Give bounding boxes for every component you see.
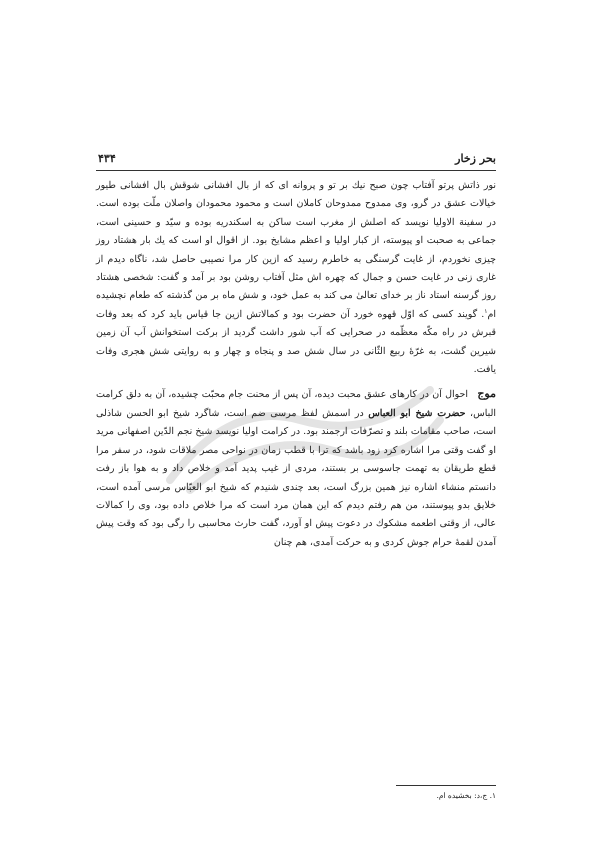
running-title: بحر زخار xyxy=(455,152,496,165)
footnote-marker: ۱ xyxy=(484,307,488,315)
page-number: ۴۳۴ xyxy=(98,152,116,165)
footnote-rule xyxy=(396,785,496,786)
paragraph-2-text-a: احوال آن در کارهای عشق محبت دیده، آن پس از محنت جام محبّت چشیده، آن به دلق کرامت الباس، xyxy=(96,389,496,419)
running-header xyxy=(96,151,496,167)
paragraph-2-text-b: در اسمش لفظ مرسی ضم است، شاگرد شیخ ابو الحسن شاذلی است، صاحب مقامات بلند و تصرّفات ارجمند بود. در کرامت اولیا نویسد شیخ نجم الدّین اصفهانی مرید او گفت وقتی مرا اشاره کرد زود باشد که ترا با قطب زمان در نواحی مصر ملاقات شود، در سفر مرا قطع طریقان به تهمت جاسوسی بر بستند، مردی از غیب پدید آمد و خلاص داد و به هوا باز رفت دانستم منشاء اشاره نیز همین بزرگ است، بعد چندی شنیدم که شیخ ابو العبّاس مرسی آمده است، خلایق بدو پیوستند، من هم رفتم دیدم که این همان مرد است که مرا خلاص داده بود، وی را کمالات عالی، از وقتی اطعمه مشکوك در دعوت پیش او آورد، گفت حارث محاسبی را رگی بود که وقت پیش آمدن لقمهٔ حرام جوش کردی و به حرکت آمدی، هم چنان xyxy=(96,407,496,548)
footnote: ۱. ج،د: بخشیده ام. xyxy=(436,791,496,800)
main-text xyxy=(96,177,496,552)
paragraph-lead: موج xyxy=(477,387,496,401)
header-rule xyxy=(96,170,496,171)
paragraph-1: نور ذاتش پرتو آفتاب چون صبح نیك بر تو و پروانه ای که از بال افشانی شوقش بال افشانی طیور خیالات عشق در گرو، وی ممدوح ممدوحان کاملان است و محمود محمودان واصلان ملّت بوده است. در سفینة الاولیا نویسد که اصلش از مغرب است ساکن به اسکندریه بوده و سیّد و حسینی است، جماعی به صحبت او پیوسته، از کبار اولیا و اعظم مشایخ بود. از اقوال او است که یك بار هشتاد روز چیزی نخوردم، از غایت گرسنگی به خاطرم رسید که ازین کار مرا نصیبی حاصل شد، ناگاه دیدم از غاری زنی در غایت حسن و جمال که چهره اش مثل آفتاب روشن بود بر آمد و گفت: شخصی هشتاد روز گرسنه استاد ناز بر خدای تعالیٰ می کند به عمل خود، و شش ماه بر من گذشته که طعام نچشیده ام$^۱$. گویند کسی که اوّل قهوه خورد آن حضرت بود و کمالاتش ازین جا قیاس باید کرد که بعد وفات قبرش در راه مکّه معظّمه در صحرایی که آب شور داشت گردید از برکت استخوانش آب آن زمین شیرین گشت، به غرّهٔ ربیع الثّانی در سال شش صد و پنجاه و چهار و به روایتی شش هجری وفات یافت. xyxy=(96,180,496,376)
paragraph-2 xyxy=(96,385,496,552)
saint-name: حضرت شیخ ابو العباس xyxy=(368,407,466,419)
